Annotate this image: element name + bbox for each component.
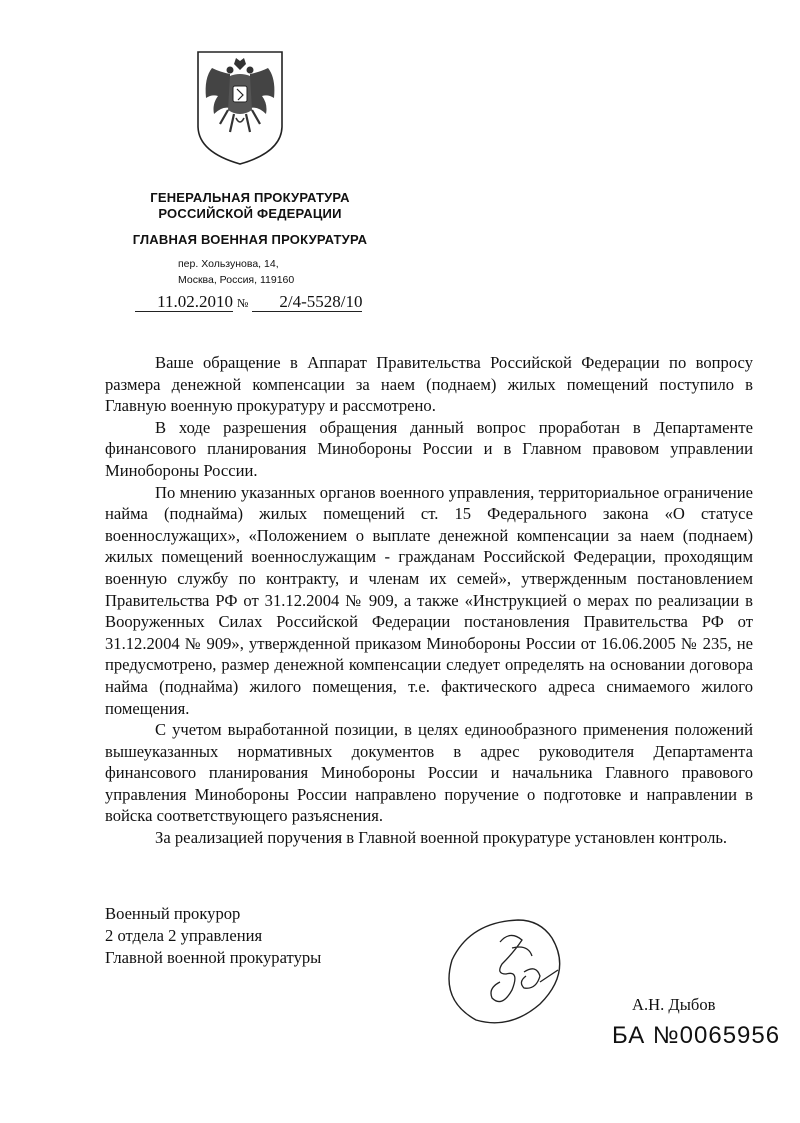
org-name-line-2: РОССИЙСКОЙ ФЕДЕРАЦИИ [158,206,342,221]
number-sign: № [237,296,249,310]
position-line-3: Главной военной прокуратуры [105,948,322,967]
org-address [178,256,294,288]
org-name-line-3: ГЛАВНАЯ ВОЕННАЯ ПРОКУРАТУРА [132,232,368,247]
registration-line [135,292,362,312]
registration-number: 2/4-5528/10 [252,293,362,312]
paragraph-2: В ходе разрешения обращения данный вопрос проработан в Департаменте финансового планирования Минобороны России и в Главном правовом управлении Минобороны России. [105,417,753,480]
signatory-position [105,903,321,969]
issuing-organization [120,190,380,248]
org-name-line-1: ГЕНЕРАЛЬНАЯ ПРОКУРАТУРА [150,190,350,205]
registration-date: 11.02.2010 [135,293,233,312]
serial-series: БА [612,1022,646,1049]
paragraph-5: За реализацией поручения в Главной военной прокуратуре установлен контроль. [155,828,728,848]
signatory-name: А.Н. Дыбов [632,995,716,1014]
paragraph-3: По мнению указанных органов военного управления, территориальное ограничение найма (поднайма) жилых помещений ст. 15 Федерального закона «О статусе военнослужащих», «Положением о выплате денежной компенсации за наем (поднаем) жилых помещений военнослужащим - гражданам Российской Федерации, проходящим военную службу по контракту, и членам их семей», утвержденным постановлением Правительства РФ от 31.12.2004 № 909, а также «Инструкцией о мерах по реализации в Вооруженных Силах Российской Федерации постановления Правительства РФ от 31.12.2004 № 909», утвержденной приказом Минобороны России от 16.06.2005 № 235, не предусмотрено, размер денежной компенсации следует определять на основании договора найма (поднайма) жилого помещения, т.е. фактического адреса снимаемого жилого помещения. [105,482,753,718]
address-line-2: Москва, Россия, 119160 [178,274,295,286]
letter-body [105,352,753,849]
address-line-1: пер. Хользунова, 14, [178,258,279,270]
serial-number: 0065956 [679,1022,781,1049]
handwritten-signature [440,912,590,1032]
coat-of-arms-icon [190,48,290,168]
position-line-1: Военный прокурор [105,904,241,923]
form-serial-number [612,1022,780,1050]
paragraph-1: Ваше обращение в Аппарат Правительства Российской Федерации по вопросу размера денежной компенсации за наем (поднаем) жилых помещений поступило в Главную военную прокуратуру и рассмотрено. [105,353,753,416]
position-line-2: 2 отдела 2 управления [105,926,263,945]
paragraph-4: С учетом выработанной позиции, в целях единообразного применения положений вышеуказанных нормативных документов в адрес руководителя Департамента финансового планирования Минобороны России и начальника Главного правового управления Минобороны России направлено поручение о подготовке и направлении в войска соответствующего разъяснения. [105,720,753,826]
serial-number-sign: № [652,1022,680,1049]
